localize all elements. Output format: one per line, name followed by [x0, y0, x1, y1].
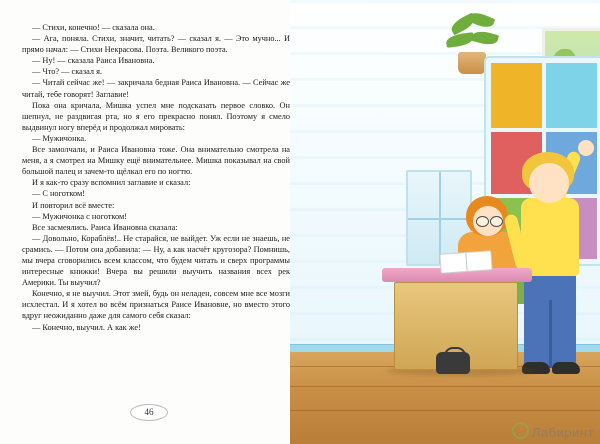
- panel-divider: [408, 218, 470, 220]
- paragraph: И повторил всё вместе:: [32, 200, 115, 210]
- paragraph: Все засмеялись. Раиса Ивановна сказала:: [32, 222, 178, 232]
- schoolbag: [436, 352, 470, 374]
- text-column: [22, 22, 290, 422]
- classroom-illustration: [290, 0, 600, 444]
- window-pane: [544, 63, 597, 128]
- paragraph: Конечно, я не выучил. Этот змей, будь он неладен, совсем мне все мозги исхлестал. И я хотел во всём признаться Раисе Ивановне, но вместо этого вдруг неожиданно даже для самого себя сказал:: [22, 289, 290, 321]
- paragraph: — Мужичонка с ноготком!: [32, 211, 127, 221]
- boy-hand: [578, 140, 594, 156]
- watermark-text: Лабиринт: [531, 425, 594, 440]
- paragraph: — Ага, поняла. Стихи, значит, читать? — сказал я. — Это мучно... И прямо начал: — Стихи Некрасова. Поэта. Великого поэта.: [22, 34, 290, 55]
- paragraph: — Мужичонка.: [32, 133, 87, 143]
- plant-pot: [458, 52, 486, 74]
- paragraph: — Стихи, конечно! — сказала она.: [32, 23, 155, 32]
- leg-seam: [549, 300, 552, 368]
- paragraph: — Ну! — сказала Раиса Ивановна.: [32, 56, 155, 66]
- bag-strap: [444, 347, 466, 359]
- paragraph: И я как-то сразу вспомнил заглавие и сказал:: [32, 178, 191, 188]
- paragraph: — Что? — сказал я.: [32, 67, 102, 77]
- watermark: [512, 422, 594, 440]
- page-number: 46: [130, 404, 168, 421]
- boy-face: [529, 163, 569, 203]
- paragraph: Пока она кричала, Мишка успел мне подсказать первое словко. Он шепнул, не раздвигая рта, но я его прекрасно понял. Поэтому я смело выдвинул ногу вперёд и продолжал мировать:: [22, 100, 290, 132]
- paragraph: — Читай сейчас же! — закричала бедная Раиса Ивановна. — Сейчас же читай, тебе говорят! Заглавие!: [22, 78, 290, 99]
- window-frame: [491, 128, 597, 132]
- shoe: [552, 362, 580, 374]
- glasses-icon: [476, 216, 489, 227]
- glasses-icon: [490, 216, 503, 227]
- boy-legs: [524, 272, 576, 368]
- paragraph: — С ноготком!: [32, 189, 86, 199]
- paragraph: — Довольно, Кораблёв!.. Не старайся, не выйдет. Уж если не знаешь, не срамись. — Потом она добавила: — Ну, а как насчёт кругозора? Помнишь, мы вчера сговорились всем классом, что будем читать и сверх программы интересные книжки! Вчера вы решили выучить названия всех рек Америки. Ты выучил?: [22, 233, 290, 288]
- book-spine: [465, 253, 467, 271]
- watermark-logo-icon: [512, 422, 529, 439]
- window-pane: [491, 63, 544, 128]
- paragraph: Все замолчали, и Раиса Ивановна тоже. Она внимательно смотрела на меня, а я смотрел на Мишку ещё внимательнее. Мишка показывал на свой большой палец и зачем-то щёлкал его по ногтю.: [22, 145, 290, 177]
- boy-shirt: [521, 198, 579, 276]
- open-book: [439, 250, 492, 274]
- paragraph: — Конечно, выучил. А как же!: [32, 322, 141, 332]
